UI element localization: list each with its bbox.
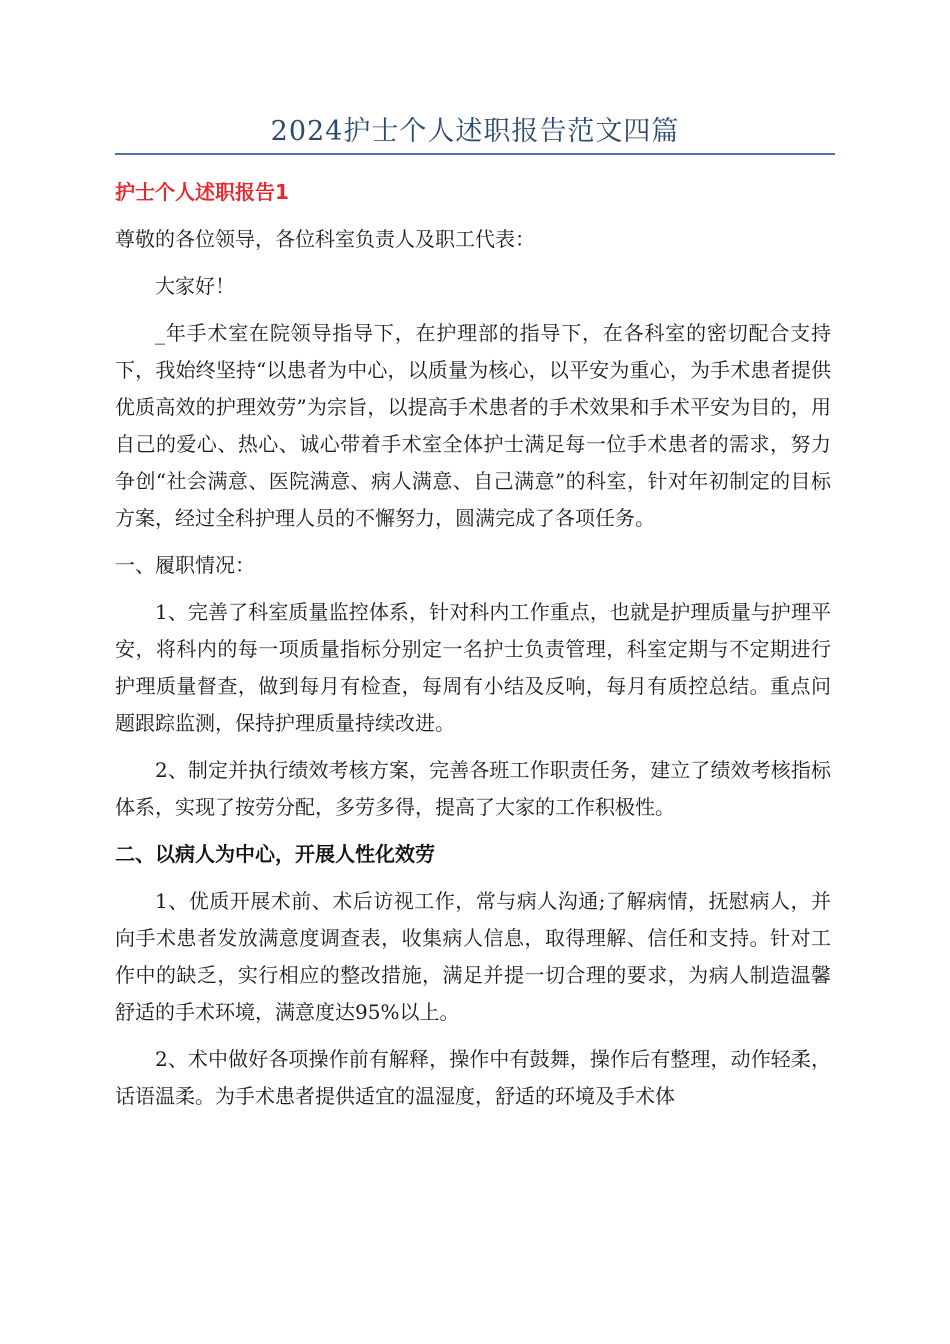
document-body [115,174,831,1125]
salutation: 尊敬的各位领导，各位科室负责人及职工代表： [115,227,535,251]
paragraph-item-2-1: 1、优质开展术前、术后访视工作，常与病人沟通;了解病情，抚慰病人，并向手术患者发放满意度调查表，收集病人信息，取得理解、信任和支持。针对工作中的缺乏，实行相应的整改措施，满足并提一切合理的要求，为病人制造温馨舒适的手术环境，满意度达95%以上。 [115,889,831,1024]
heading-performance: 一、履职情况： [115,553,255,577]
greeting: 大家好！ [155,274,235,298]
title-underline [115,153,835,155]
paragraph-item-1-1: 1、完善了科室质量监控体系，针对科内工作重点，也就是护理质量与护理平安，将科内的每一项质量指标分别定一名护士负责管理，科室定期与不定期进行护理质量督查，做到每月有检查，每周有小结及反响，每月有质控总结。重点问题跟踪监测，保持护理质量持续改进。 [115,600,831,735]
paragraph-item-2-2: 2、术中做好各项操作前有解释，操作中有鼓舞，操作后有整理，动作轻柔，话语温柔。为手术患者提供适宜的温湿度，舒适的环境及手术体 [115,1047,831,1108]
document-title: 2024护士个人述职报告范文四篇 [270,116,680,147]
heading-patient-centered: 二、以病人为中心，开展人性化效劳 [115,842,435,866]
intro-paragraph: _年手术室在院领导指导下，在护理部的指导下，在各科室的密切配合支持下，我始终坚持“以患者为中心，以质量为核心，以平安为重心，为手术患者提供优质高效的护理效劳”为宗旨，以提高手术患者的手术效果和手术平安为目的，用自己的爱心、热心、诚心带着手术室全体护士满足每一位手术患者的需求，努力争创“社会满意、医院满意、病人满意、自己满意”的科室，针对年初制定的目标方案，经过全科护理人员的不懈努力，圆满完成了各项任务。 [115,321,831,530]
section-title: 护士个人述职报告1 [115,180,289,204]
paragraph-item-1-2: 2、制定并执行绩效考核方案，完善各班工作职责任务，建立了绩效考核指标体系，实现了按劳分配，多劳多得，提高了大家的工作积极性。 [115,758,831,819]
